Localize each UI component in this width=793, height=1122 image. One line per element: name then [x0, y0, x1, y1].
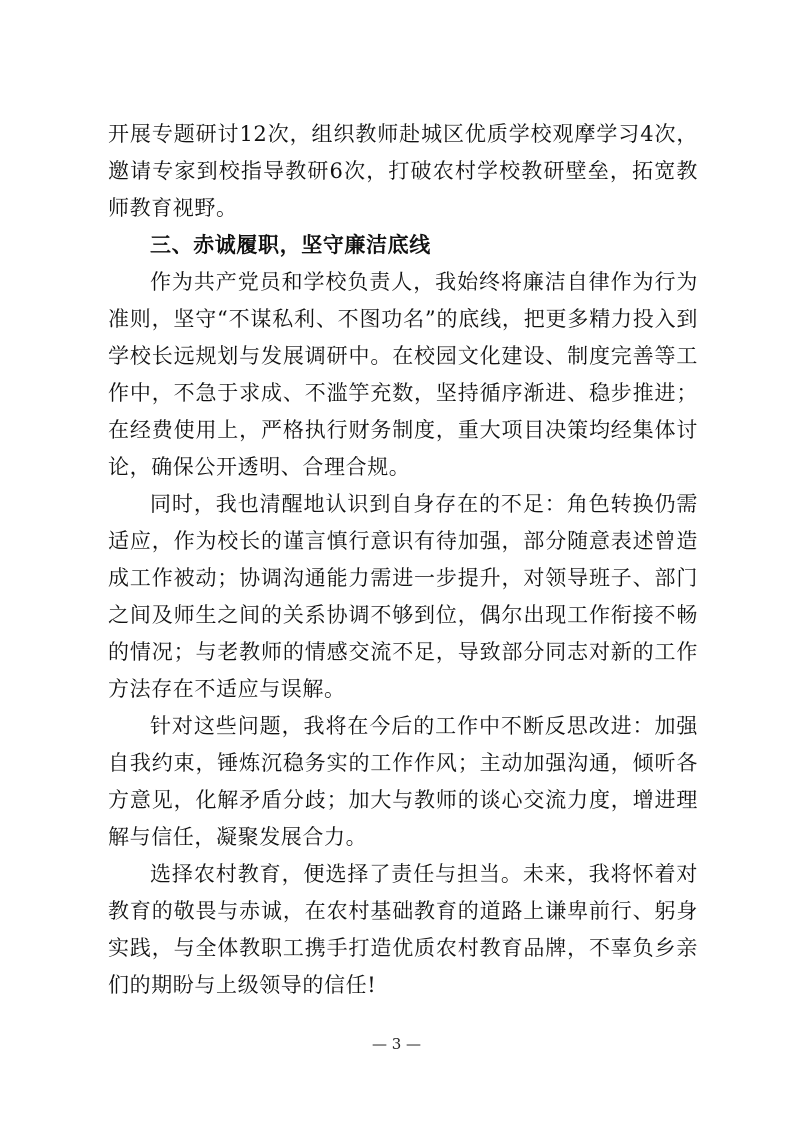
paragraph-shortcomings: 同时，我也清醒地认识到自身存在的不足：角色转换仍需适应，作为校长的谨言慎行意识有待加强，部分随意表述曾造成工作被动；协调沟通能力需进一步提升，对领导班子、部门之间及师生之间的关系协调不够到位，偶尔出现工作衔接不畅的情况；与老教师的情感交流不足，导致部分同志对新的工作方法存在不适应与误解。 [108, 492, 698, 701]
paragraph-conclusion: 选择农村教育，便选择了责任与担当。未来，我将怀着对教育的敬畏与赤诚，在农村基础教育的道路上谦卑前行、躬身实践，与全体教职工携手打造优质农村教育品牌，不辜负乡亲们的期盼与上级领导的信任! [108, 862, 698, 997]
paragraph-integrity: 作为共产党员和学校负责人，我始终将廉洁自律作为行为准则，坚守“不谋私利、不图功名”的底线，把更多精力投入到学校长远规划与发展调研中。在校园文化建设、制度完善等工作中，不急于求成、不滥竽充数，坚持循序渐进、稳步推进；在经费使用上，严格执行财务制度，重大项目决策均经集体讨论，确保公开透明、合理合规。 [108, 270, 698, 479]
paragraph-improvements: 针对这些问题，我将在今后的工作中不断反思改进：加强自我约束，锤炼沉稳务实的工作作风；主动加强沟通，倾听各方意见，化解矛盾分歧；加大与教师的谈心交流力度，增进理解与信任，凝聚发展合力。 [108, 714, 698, 849]
paragraph-continuation: 开展专题研讨12次，组织教师赴城区优质学校观摩学习4次，邀请专家到校指导教研6次，打破农村学校教研壁垒，拓宽教师教育视野。 [108, 122, 698, 220]
section-heading: 三、赤诚履职，坚守廉洁底线 [150, 233, 431, 257]
page-number: — 3 — [371, 1035, 422, 1053]
body-text [108, 116, 698, 1004]
